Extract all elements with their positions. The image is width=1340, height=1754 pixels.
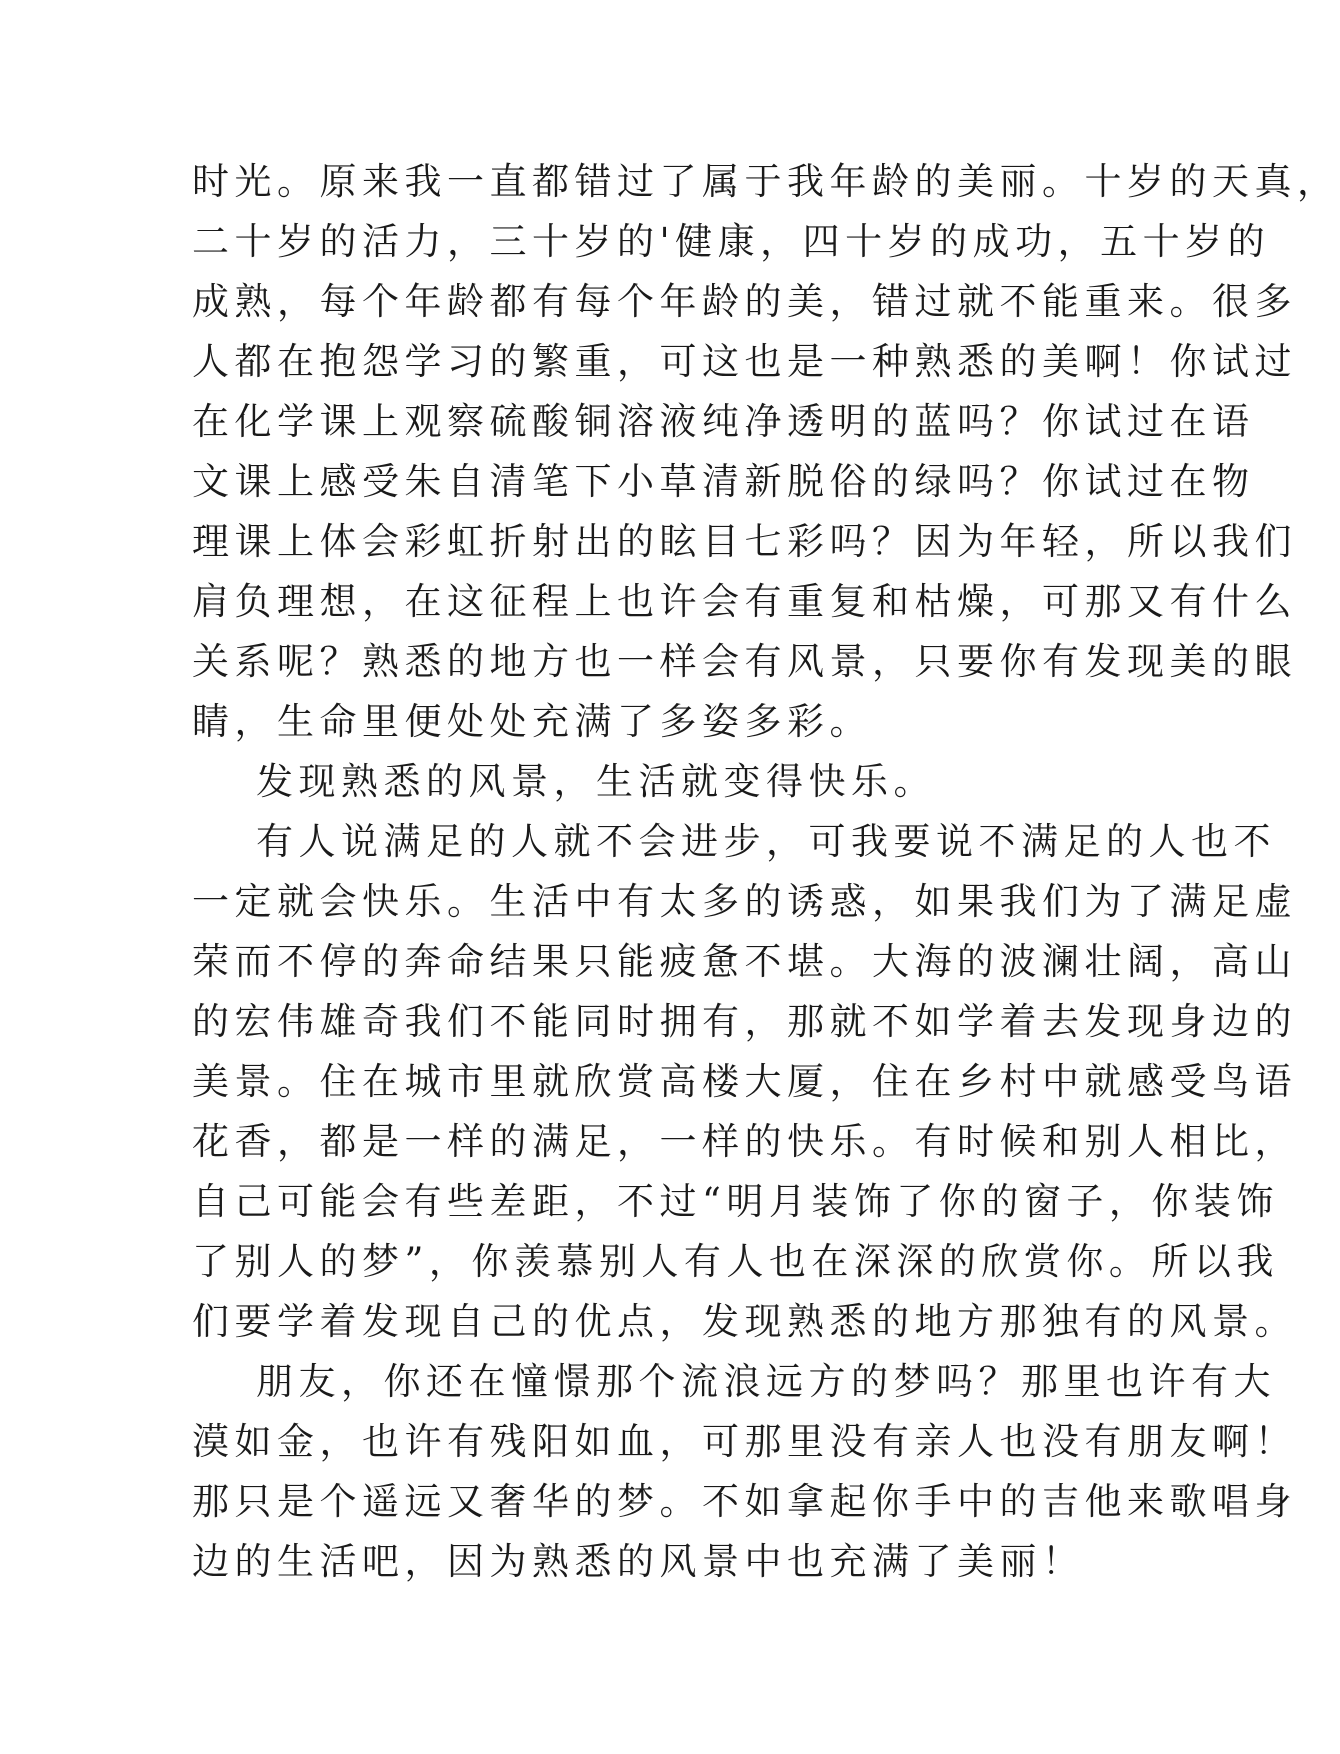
text-line: 人都在抱怨学习的繁重，可这也是一种熟悉的美啊！你试过 — [192, 340, 1297, 383]
text-line: 荣而不停的奔命结果只能疲惫不堪。大海的波澜壮阔，高山 — [192, 940, 1297, 983]
text-line: 时光。原来我一直都错过了属于我年龄的美丽。十岁的天真， — [192, 160, 1340, 203]
text-line: 那只是个遥远又奢华的梦。不如拿起你手中的吉他来歌唱身 — [192, 1480, 1297, 1523]
text-line: 文课上感受朱自清笔下小草清新脱俗的绿吗？你试过在物 — [192, 460, 1255, 503]
text-line: 理课上体会彩虹折射出的眩目七彩吗？因为年轻，所以我们 — [192, 520, 1297, 563]
text-line: 睛，生命里便处处充满了多姿多彩。 — [192, 700, 872, 743]
text-line: 的宏伟雄奇我们不能同时拥有，那就不如学着去发现身边的 — [192, 1000, 1297, 1043]
text-line: 有人说满足的人就不会进步，可我要说不满足的人也不 — [256, 820, 1276, 863]
text-line: 在化学课上观察硫酸铜溶液纯净透明的蓝吗？你试过在语 — [192, 400, 1255, 443]
text-line: 关系呢？熟悉的地方也一样会有风景，只要你有发现美的眼 — [192, 640, 1297, 683]
text-line: 了别人的梦”，你羡慕别人有人也在深深的欣赏你。所以我 — [192, 1240, 1279, 1283]
text-line: 们要学着发现自己的优点，发现熟悉的地方那独有的风景。 — [192, 1300, 1297, 1343]
text-line: 二十岁的活力，三十岁的'健康，四十岁的成功，五十岁的 — [192, 220, 1271, 263]
text-line: 成熟，每个年龄都有每个年龄的美，错过就不能重来。很多 — [192, 280, 1297, 323]
text-line: 花香，都是一样的满足，一样的快乐。有时候和别人相比， — [192, 1120, 1297, 1163]
text-line: 边的生活吧，因为熟悉的风景中也充满了美丽！ — [192, 1540, 1085, 1583]
text-line: 美景。住在城市里就欣赏高楼大厦，住在乡村中就感受鸟语 — [192, 1060, 1297, 1103]
text-line: 一定就会快乐。生活中有太多的诱惑，如果我们为了满足虚 — [192, 880, 1297, 923]
text-line: 发现熟悉的风景，生活就变得快乐。 — [256, 760, 936, 803]
text-line: 漠如金，也许有残阳如血，可那里没有亲人也没有朋友啊！ — [192, 1420, 1297, 1463]
text-line: 肩负理想，在这征程上也许会有重复和枯燥，可那又有什么 — [192, 580, 1297, 623]
body-text — [192, 152, 1340, 1592]
text-line: 自己可能会有些差距，不过“明月装饰了你的窗子，你装饰 — [192, 1180, 1279, 1223]
text-line: 朋友，你还在憧憬那个流浪远方的梦吗？那里也许有大 — [256, 1360, 1276, 1403]
